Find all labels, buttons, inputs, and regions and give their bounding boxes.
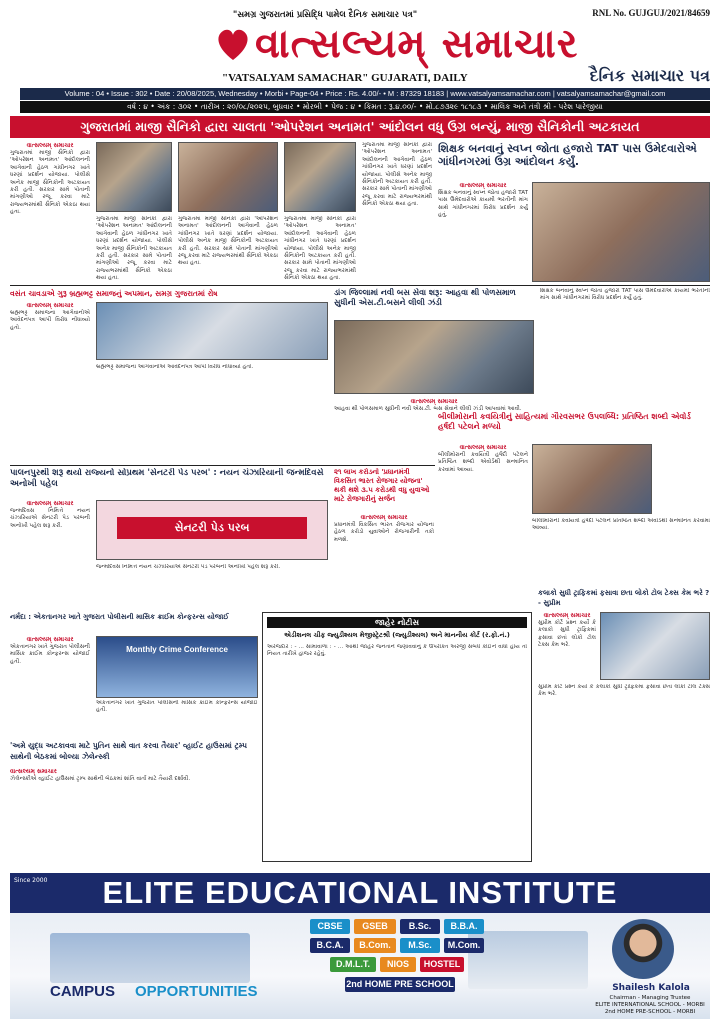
story-supreme-body: સુપ્રીમ કોર્ટે પ્રશ્ન કર્યો કે કલાકો સુધી ટ્રાફિકમાં ફસાવા છતાં લોકો ટોલ ટેક્સ કેમ ભરે. xyxy=(538,620,596,649)
lead-text: ગુજરાતમાં માજી સૈનિકો દ્વારા 'ઓપરેશન અનામત' આંદોલનની આગેવાની હેઠળ ગાંધીનગર ખાતે ધરણાં પ્રદર્શન યોજાયા. પોલીસે અનેક માજી સૈનિકોની અટકાયત કરી હતી. સરકાર સામે પોતાની માંગણીઓ રજૂ કરવા માટે રાજ્યભરમાંથી સૈનિકો એકઠા થયા હતા. xyxy=(10,150,90,216)
story-supreme-byline: વાત્સલ્યમ્ સમાચાર xyxy=(543,612,591,619)
story-pad-col2 xyxy=(96,564,328,610)
story-narmada-photo-caption: Monthly Crime Conference xyxy=(126,645,228,654)
chip-bca: B.C.A. xyxy=(310,938,350,953)
story-dang-body: આહવા થી પોળસમાળ સુધીની નવી એસ.ટી. બસ સેવાને લીલી ઝંડી આપવામાં આવી. xyxy=(334,406,522,412)
story-vasant-col2 xyxy=(96,364,328,462)
lead-text-2: ગુજરાતમાં માજી સૈનિકો દ્વારા 'ઓપરેશન અનામત' આંદોલનની આગેવાની હેઠળ ગાંધીનગર ખાતે ધરણાં પ્રદર્શન યોજાયા. પોલીસે અનેક માજી સૈનિકોની અટકાયત કરી હતી. સરકાર સામે પોતાની માંગણીઓ રજૂ કરવા માટે રાજ્યભરમાંથી સૈનિકો એકઠા થયા હતા. xyxy=(96,216,172,282)
story-bilimora-body: બીલીમોરાની કવયિત્રી હર્ષદી પટેલને પ્રતિષ્ઠિત શબ્દો એવોર્ડથી સન્માનિત કરવામાં આવ્યા. xyxy=(438,452,528,473)
ad-person-title: Chairman - Managing Trustee xyxy=(609,995,691,1001)
story-vasant-col1 xyxy=(10,302,90,462)
masthead-title: વાત્સલ્યમ્ સમાચાર xyxy=(255,21,579,67)
story-vasant-photo xyxy=(96,302,328,360)
story-tat-continued xyxy=(540,288,710,408)
tagline: "સમગ્ર ગુજરાતમાં પ્રસિદ્ધિ પામેલ દૈનિક સમાચાર પત્ર" xyxy=(232,10,418,20)
story-supreme-body-2: સુપ્રીમ કોર્ટે પ્રશ્ન કર્યો કે કલાકો સુધી ટ્રાફિકમાં ફસાવા છતાં લોકો ટોલ ટેક્સ કેમ ભરે. xyxy=(538,684,710,698)
chip-pre-school: 2nd HOME PRE SCHOOL xyxy=(345,977,455,992)
logo xyxy=(213,24,253,64)
lead-photo-2 xyxy=(178,142,278,212)
story-zelensky-byline: વાત્સલ્યમ્ સમાચાર xyxy=(10,768,57,775)
chip-bsc: B.Sc. xyxy=(400,919,440,934)
daily-label: દૈનિક સમાચાર પત્ર xyxy=(589,66,710,85)
notice-text: અરજદાર : - ... સામાવાળા : - ... આથી જાહેર જનતાને જણાવવાનું કે ઉપરોક્ત અરજી સંબંધે કોઈને વાંધો હોય તો નિયત તારીખે હાજર રહેવું. xyxy=(267,644,527,658)
chip-msc: M.Sc. xyxy=(400,938,440,953)
info-line: Volume : 04 • Issue : 302 • Date : 20/08/2025, Wednesday • Morbi • Page-04 • Price : Rs. 4.00/- • M : 87329 18183 | www.vatsalyamsamachar.com | vatsalyamsamachar@gmail.com xyxy=(20,88,710,100)
story-job-text xyxy=(334,514,434,610)
lead-column-4 xyxy=(284,216,356,282)
story-narmada-body-2: એકતાનગર ખાતે ગુજરાત પોલીસની માસિક ક્રાઈમ કોન્ફરન્સ યોજાઈ હતી. xyxy=(96,700,258,714)
chip-mcom: M.Com. xyxy=(444,938,484,953)
story-tat-text xyxy=(438,182,528,282)
story-dang-headline: ડાંગ જિલ્લામાં નવી બસ સેવા શરૂ: આહવા થી પોળસમાળ સુધીની એસ.ટી.બસને લીલી ઝંડી xyxy=(334,288,516,307)
story-narmada-body: એકતાનગર ખાતે ગુજરાત પોલીસની માસિક ક્રાઈમ કોન્ફરન્સ યોજાઈ હતી. xyxy=(10,644,90,665)
chip-nios: NIOS xyxy=(380,957,416,972)
ad-person-org2: 2nd HOME PRE-SCHOOL - MORBI xyxy=(604,1009,696,1015)
story-pad-col1 xyxy=(10,500,90,610)
ad-since: Since 2000 xyxy=(14,877,48,884)
story-vasant-headline: વસંત ચાવડાએ ગુરૂ બ્રહ્મભટ્ટ સમાજનું અપમાન, સમગ્ર ગુજરાતમાં રોષ xyxy=(10,289,218,298)
story-tat-headline: શિક્ષક બનવાનું સ્વપ્ન જોતા હજારો TAT પાસ ઉમેદવારોએ ગાંધીનગરમાં ઉગ્ર આંદોલન કર્યું. xyxy=(438,142,697,168)
story-vasant-text-2: બ્રહ્મભટ્ટ સમાજના આગેવાનોએ આવેદનપત્ર આપી વિરોધ નોંધાવ્યો હતો. xyxy=(96,364,254,370)
ad-campus-image xyxy=(468,931,588,989)
story-tat-photo xyxy=(532,182,710,282)
story-pad-body-2: જન્મદિવસ નિમિત્તે નયન ચંઝારિયાએ સેનટરી પેડ પરબની અનોખી પહેલ શરૂ કરી. xyxy=(96,564,281,570)
lead-headline: ગુજરાતમાં માજી સૈનિકો દ્વારા ચાલતા 'ઓપરેશન અનામત' આંદોલન વધુ ઉગ્ર બન્યું, માજી સૈનિકોની અટકાયત xyxy=(10,116,710,138)
story-supreme-headline: કલાકો સુધી ટ્રાફિકમાં ફસાવા છતા લોકો ટોલ ટેક્સ કેમ ભરે ? - સુપ્રીમ xyxy=(538,589,710,607)
story-pad-photo xyxy=(96,500,328,560)
ad-person-name: Shailesh Kalola xyxy=(612,983,690,993)
lead-photo-3 xyxy=(284,142,356,212)
story-dang-photo xyxy=(334,320,534,394)
divider-2 xyxy=(10,465,435,466)
public-notice xyxy=(262,612,532,862)
chip-cbse: CBSE xyxy=(310,919,350,934)
notice-title: જાહેર નોટીસ xyxy=(267,617,527,628)
lead-photo-1 xyxy=(96,142,172,212)
chip-dmlt: D.M.L.T. xyxy=(330,957,376,972)
story-bilimora-photo xyxy=(532,444,652,514)
heart-logo-icon xyxy=(213,24,253,64)
ad-campus: CAMPUS xyxy=(50,983,116,1000)
story-bilimora-text xyxy=(438,444,528,584)
chip-hostel: HOSTEL xyxy=(420,957,464,972)
lead-column-5 xyxy=(362,142,432,282)
story-zelensky-text xyxy=(10,768,258,862)
story-tat-byline: વાત્સલ્યમ્ સમાચાર xyxy=(459,182,507,189)
story-dang-byline: વાત્સલ્યમ્ સમાચાર xyxy=(410,398,458,405)
story-bilimora-headline: બીલીમોરાની કવયિત્રીનું સાહિત્યમાં ગૌરવસભર ઉપલબ્ધિ: પ્રતિષ્ઠિત શબ્દો એવોર્ડ હર્ષદી પટેલને મળ્યો xyxy=(438,412,691,431)
story-zelensky-body: ઝેલેન્સ્કીએ વ્હાઈટ હાઉસમાં ટ્રમ્પ સાથેની બેઠકમાં શાંતિ વાર્તા માટે તૈયારી દર્શાવી. xyxy=(10,776,191,782)
ad-building-image xyxy=(50,933,250,983)
story-supreme-text-2 xyxy=(538,684,710,862)
story-tat-body-2: શિક્ષક બનવાનું સ્વપ્ન જોતા હજારો TAT પાસ ઉમેદવારોએ કાયમી ભરતીની માંગ સાથે ગાંધીનગરમાં વિરોધ પ્રદર્શન કર્યું હતું. xyxy=(540,288,710,302)
divider xyxy=(10,285,710,286)
story-supreme-photo xyxy=(600,612,710,680)
ad-person-photo xyxy=(612,919,674,979)
notice-subtitle: એડીશનલ ચીફ જ્યુડીશ્યલ મેજીસ્ટ્રેટશ્રી (જ્યુડીશ્યલ) અને માનનીય કોર્ટ (ર.ફો.નં.) xyxy=(284,631,510,639)
story-job-byline: વાત્સલ્યમ્ સમાચાર xyxy=(360,514,408,521)
story-bilimora-text-2 xyxy=(532,518,710,584)
lead-text-3: ગુજરાતમાં માજી સૈનિકો દ્વારા 'ઓપરેશન અનામત' આંદોલનની આગેવાની હેઠળ ગાંધીનગર ખાતે ધરણાં પ્રદર્શન યોજાયા. પોલીસે અનેક માજી સૈનિકોની અટકાયત કરી હતી. સરકાર સામે પોતાની માંગણીઓ રજૂ કરવા માટે રાજ્યભરમાંથી સૈનિકો એકઠા થયા હતા. xyxy=(178,216,278,267)
story-narmada-headline: નર્મદા : એકતાનગર ખાતે ગુજરાત પોલીસની માસિક ક્રાઈમ કોન્ફરન્સ યોજાઈ xyxy=(10,613,229,621)
lead-column-2 xyxy=(96,216,172,282)
story-vasant-text: બ્રહ્મભટ્ટ સમાજના આગેવાનોએ આવેદનપત્ર આપી વિરોધ નોંધાવ્યો હતો. xyxy=(10,310,90,331)
story-pad-byline: વાત્સલ્યમ્ સમાચાર xyxy=(26,500,74,507)
story-pad-body: જન્મદિવસ નિમિત્તે નયન ચંઝારિયાએ સેનટરી પેડ પરબની અનોખી પહેલ શરૂ કરી. xyxy=(10,508,90,529)
story-supreme-text xyxy=(538,612,596,680)
story-pad-headline: પાલનપુરથી શરૂ થયો રાજ્યનો સોપ્રથમ 'સેનટરી પેડ પરબ' : નયન ચંઝારિયાની જન્મદિવસે અનોખી પહેલ xyxy=(10,468,324,489)
lead-column-1 xyxy=(10,142,90,282)
rnl-number: RNL No. GUJGUJ/2021/84659 xyxy=(592,8,710,18)
ad-person-org1: ELITE INTERNATIONAL SCHOOL - MORBI xyxy=(595,1002,705,1008)
story-narmada-byline: વાત્સલ્યમ્ સમાચાર xyxy=(26,636,74,643)
story-bilimora-byline: વાત્સલ્યમ્ સમાચાર xyxy=(459,444,507,451)
story-vasant-byline: વાત્સલ્યમ્ સમાચાર xyxy=(26,302,74,309)
story-bilimora-body-2: બીલીમોરાની કવયિત્રી હર્ષદી પટેલને પ્રતિષ્ઠિત શબ્દો એવોર્ડથી સન્માનિત કરવામાં આવ્યા. xyxy=(532,518,710,532)
lead-byline: વાત્સલ્યમ્ સમાચાર xyxy=(26,142,74,149)
story-tat-body: શિક્ષક બનવાનું સ્વપ્ન જોતા હજારો TAT પાસ ઉમેદવારોએ કાયમી ભરતીની માંગ સાથે ગાંધીનગરમાં વિરોધ પ્રદર્શન કર્યું હતું. xyxy=(438,190,528,219)
ad-title: ELITE EDUCATIONAL INSTITUTE xyxy=(10,873,710,913)
chip-bba: B.B.A. xyxy=(444,919,484,934)
story-narmada-photo xyxy=(96,636,258,698)
ad-opportunities: OPPORTUNITIES xyxy=(135,983,258,1000)
lead-text-5: ગુજરાતમાં માજી સૈનિકો દ્વારા 'ઓપરેશન અનામત' આંદોલનની આગેવાની હેઠળ ગાંધીનગર ખાતે ધરણાં પ્રદર્શન યોજાયા. પોલીસે અનેક માજી સૈનિકોની અટકાયત કરી હતી. સરકાર સામે પોતાની માંગણીઓ રજૂ કરવા માટે રાજ્યભરમાંથી સૈનિકો એકઠા થયા હતા. xyxy=(362,142,432,208)
story-narmada-text xyxy=(10,636,90,736)
story-job-body: પ્રધાનમંત્રી વિકસિત ભારત રોજગાર યોજના હેઠળ કરોડો યુવાઓને રોજગારીની તકો મળશે. xyxy=(334,522,434,543)
info-line-gujarati: વર્ષ : ૪ • અંક : ૩૦૨ • તારીખ : ૨૦/૦૮/૨૦૨૫, બુધવાર • મોરબી • પેજ : ૪ • કિંમત : રૂ.૪.૦૦/- • મો.૮૭૩૨૯ ૧૮૧૮૩ • માલિક અને તંત્રી શ્રી - પરેશ પારેજીયા xyxy=(20,101,710,113)
story-zelensky-headline: 'અમે યુદ્ધ અટકાવવા માટે પુતિન સાથે વાત કરવા તૈયાર' વ્હાઈટ હાઉસમાં ટ્રમ્પ સાથેની બેઠકમાં બોલ્યા ઝેલેન્સ્કી xyxy=(10,741,247,761)
english-name: "VATSALYAM SAMACHAR" GUJARATI, DAILY xyxy=(222,72,468,84)
story-pad-photo-caption: સેનટરી પેડ પરબ xyxy=(117,517,307,539)
story-narmada-text-2 xyxy=(96,700,258,736)
lead-column-3 xyxy=(178,216,278,282)
lead-text-4: ગુજરાતમાં માજી સૈનિકો દ્વારા 'ઓપરેશન અનામત' આંદોલનની આગેવાની હેઠળ ગાંધીનગર ખાતે ધરણાં પ્રદર્શન યોજાયા. પોલીસે અનેક માજી સૈનિકોની અટકાયત કરી હતી. સરકાર સામે પોતાની માંગણીઓ રજૂ કરવા માટે રાજ્યભરમાંથી સૈનિકો એકઠા થયા હતા. xyxy=(284,216,356,282)
chip-bcom: B.Com. xyxy=(354,938,396,953)
chip-gseb: GSEB xyxy=(354,919,396,934)
story-job-headline: ૨૧ લાખ કરોડનો 'પ્રધાનમંત્રી વિકસિત ભારત રોજગાર યોજના' થકી થશે ૩.૫ કરોડથી વધુ યુવાઓ માટે રોજગારીનું સર્જન xyxy=(334,468,430,503)
